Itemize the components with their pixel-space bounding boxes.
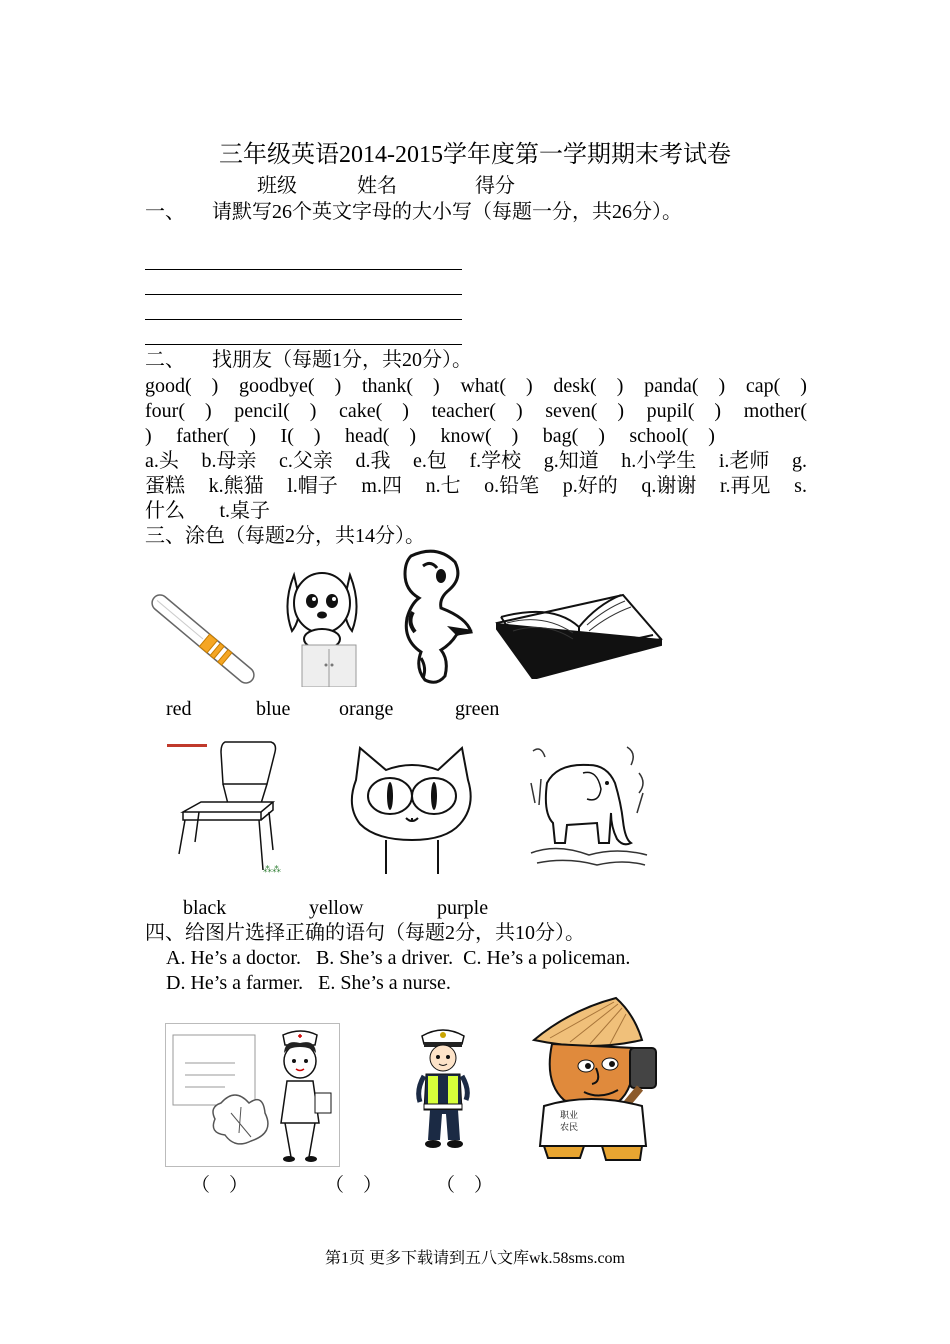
answer-blank-1[interactable]: （ ）: [191, 1175, 249, 1196]
writing-line-1[interactable]: [145, 269, 462, 270]
meaning-item: o.铅笔: [484, 475, 540, 497]
meaning-item: e.包: [413, 450, 447, 472]
meaning-item: m.四: [361, 475, 402, 497]
writing-line-2[interactable]: [145, 294, 462, 295]
cat-picture: [346, 746, 476, 874]
meaning-item: k.熊猫: [208, 475, 264, 497]
meaning-item: n.七: [425, 475, 461, 497]
match-item: I( ): [280, 425, 321, 447]
section1-instruction: 请默写26个英文字母的大小写（每题一分，共26分）。: [212, 201, 682, 223]
name-label: 姓名: [357, 175, 397, 197]
section3-instruction: 三、涂色（每题2分，共14分）。: [145, 525, 425, 547]
match-item: know( ): [440, 425, 519, 447]
match-item: father( ): [176, 425, 257, 447]
color-word-red: red: [166, 698, 192, 720]
class-label: 班级: [257, 175, 297, 197]
match-item: ): [145, 425, 152, 447]
meaning-row-1: [145, 449, 807, 474]
match-item: mother(: [743, 400, 807, 422]
color-word-purple: purple: [437, 897, 489, 919]
color-word-yellow: yellow: [309, 897, 364, 919]
match-row-1: [145, 374, 807, 399]
color-word-orange: orange: [339, 698, 394, 720]
meaning-item: g.: [791, 450, 807, 472]
match-item: pencil( ): [234, 400, 317, 422]
match-item: pupil( ): [646, 400, 722, 422]
page-footer: 第1页 更多下载请到五八文库wk.58sms.com: [324, 1250, 625, 1267]
meaning-item: f.学校: [469, 450, 522, 472]
match-item: good( ): [145, 375, 219, 397]
meaning-item: 蛋糕: [145, 475, 185, 497]
match-item: head( ): [344, 425, 417, 447]
section2-number: 二、: [145, 349, 185, 371]
match-item: four( ): [145, 400, 212, 422]
match-item: cake( ): [339, 400, 409, 422]
meaning-item: t.桌子: [219, 500, 270, 522]
meaning-item: s.: [794, 475, 807, 497]
match-item: desk( ): [553, 375, 624, 397]
color-word-black: black: [183, 897, 227, 919]
match-row-2: [145, 399, 807, 424]
farmer-picture: [530, 996, 666, 1168]
match-item: cap( ): [745, 375, 807, 397]
match-item: bag( ): [542, 425, 605, 447]
elephant-picture: [527, 743, 651, 875]
section4-instruction: 四、给图片选择正确的语句（每题2分，共10分）。: [145, 922, 585, 944]
score-label: 得分: [475, 175, 515, 197]
page-title: 三年级英语2014-2015学年度第一学期期末考试卷: [219, 142, 731, 168]
options-line-1: A. He’s a doctor. B. She’s a driver. C. He’s a policeman.: [166, 947, 631, 969]
match-item: seven( ): [545, 400, 625, 422]
options-line-2: D. He’s a farmer. E. She’s a nurse.: [166, 972, 451, 994]
policeman-picture: [416, 1024, 470, 1150]
answer-blank-3[interactable]: （ ）: [436, 1175, 494, 1196]
meaning-item: p.好的: [562, 475, 618, 497]
match-item: teacher( ): [431, 400, 523, 422]
meaning-item: d.我: [355, 450, 391, 472]
meaning-item: r.再见: [720, 475, 771, 497]
book-picture: [493, 593, 665, 679]
farmer-badge-line1: 职业: [560, 1111, 579, 1121]
meaning-item: q.谢谢: [641, 475, 697, 497]
writing-line-3[interactable]: [145, 319, 462, 320]
section2-instruction: 找朋友（每题1分，共20分）。: [212, 349, 472, 371]
dog-picture: [282, 565, 362, 687]
meaning-row-3: [145, 499, 270, 524]
farmer-badge-line2: 农民: [560, 1123, 579, 1133]
match-item: school( ): [629, 425, 715, 447]
color-word-green: green: [455, 698, 500, 720]
meaning-item: g.知道: [543, 450, 599, 472]
match-item: panda( ): [644, 375, 726, 397]
meaning-item: a.头: [145, 450, 179, 472]
answer-blank-2[interactable]: （ ）: [325, 1175, 383, 1196]
color-word-blue: blue: [256, 698, 291, 720]
nurse-picture: [165, 1023, 340, 1167]
meaning-item: 什么: [145, 500, 185, 522]
meaning-item: b.母亲: [201, 450, 257, 472]
meaning-item: c.父亲: [279, 450, 333, 472]
match-item: what( ): [460, 375, 533, 397]
match-item: goodbye( ): [239, 375, 342, 397]
meaning-row-2: [145, 474, 807, 499]
meaning-item: i.老师: [718, 450, 770, 472]
duck-picture: [397, 548, 477, 688]
writing-line-4[interactable]: [145, 344, 462, 345]
chair-picture: [163, 738, 303, 878]
svg-text:⁂⁂: ⁂⁂: [263, 865, 281, 875]
pen-picture: [143, 592, 263, 686]
match-item: thank( ): [361, 375, 440, 397]
meaning-item: h.小学生: [621, 450, 697, 472]
meaning-item: l.帽子: [287, 475, 338, 497]
match-row-3: [145, 424, 715, 449]
section1-number: 一、: [145, 201, 185, 223]
